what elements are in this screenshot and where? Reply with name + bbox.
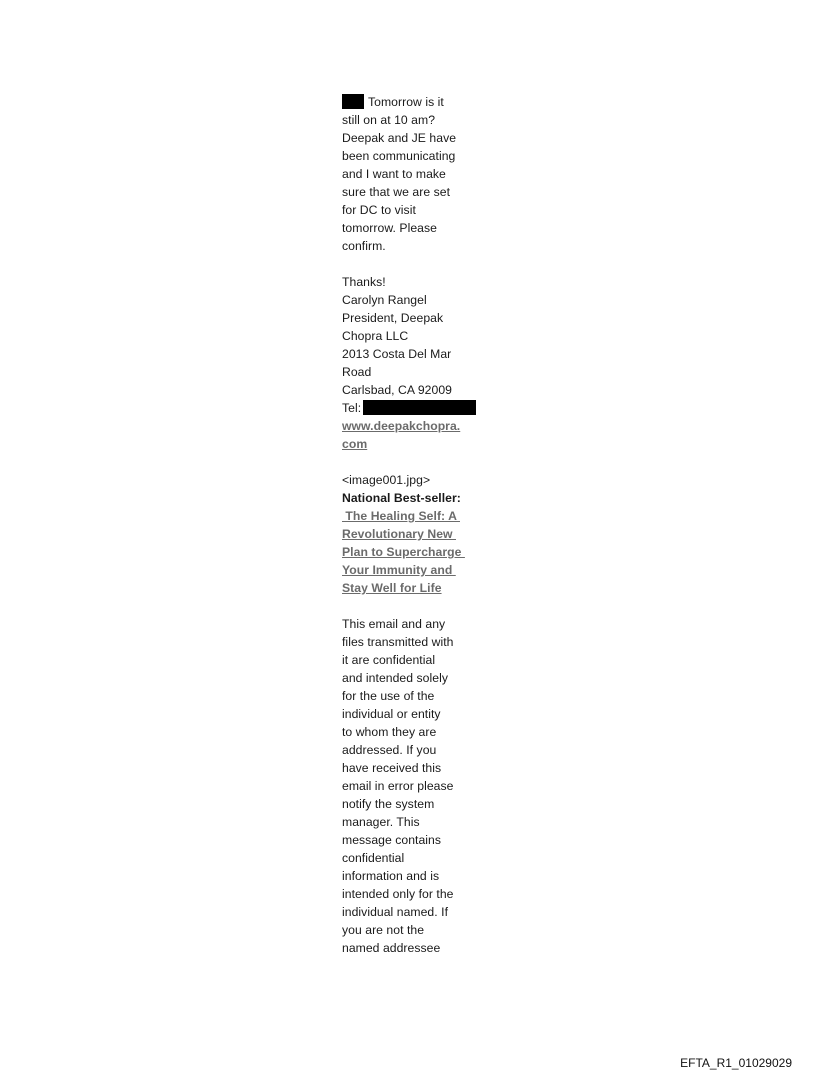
disclaimer-line: message contains [342,833,442,847]
book-title-link[interactable]: Your Immunity and [342,563,456,577]
message-line: for DC to visit [342,203,416,217]
message-line: been communicating [342,149,456,163]
disclaimer-line: This email and any [342,617,446,631]
disclaimer-line: and intended solely [342,671,448,685]
signature-tel: Tel: [342,399,478,417]
book-title-link[interactable]: Revolutionary New [342,527,456,541]
message-line: and I want to make [342,167,446,181]
redaction-block [363,400,476,415]
signature-line: Carolyn Rangel [342,293,427,307]
website-link[interactable]: www.deepakchopra. [342,419,461,433]
disclaimer-line: intended only for the [342,887,454,901]
disclaimer-line: it are confidential [342,653,436,667]
disclaimer-line: information and is [342,869,440,883]
disclaimer-line: have received this [342,761,442,775]
disclaimer-line: for the use of the [342,689,435,703]
message-line: confirm. [342,239,386,253]
disclaimer-line: addressed. If you [342,743,437,757]
disclaimer-line: named addressee [342,941,441,955]
signature-line: Carlsbad, CA 92009 [342,383,452,397]
book-title-link[interactable]: Plan to Supercharge [342,545,465,559]
bestseller-label: National Best-seller: [342,491,461,505]
message-line: sure that we are set [342,185,451,199]
disclaimer-line: files transmitted with [342,635,454,649]
disclaimer-line: to whom they are [342,725,437,739]
disclaimer-line: email in error please [342,779,454,793]
disclaimer-line: individual or entity [342,707,441,721]
disclaimer-line: you are not the [342,923,425,937]
signature-line: Chopra LLC [342,329,409,343]
book-title-link[interactable]: Stay Well for Life [342,581,442,595]
signature-line: President, Deepak [342,311,444,325]
paragraph-gap [342,255,478,273]
signature-thanks: Thanks! [342,275,386,289]
document-id: EFTA_R1_01029029 [680,1056,792,1070]
disclaimer-line: individual named. If [342,905,449,919]
redaction-block [342,94,364,109]
signature-line: 2013 Costa Del Mar [342,347,452,361]
disclaimer-line: manager. This [342,815,420,829]
image-attachment-placeholder: <image001.jpg> [342,473,431,487]
signature-line: Road [342,365,372,379]
disclaimer-line: confidential [342,851,405,865]
email-body-column [342,93,478,957]
disclaimer-line: notify the system [342,797,435,811]
paragraph-gap [342,453,478,471]
message-line: Tomorrow is it [342,93,478,111]
book-title-link[interactable]: The Healing Self: A [342,509,460,523]
message-line: tomorrow. Please [342,221,437,235]
message-line: still on at 10 am? [342,113,436,127]
paragraph-gap [342,597,478,615]
website-link[interactable]: com [342,437,368,451]
message-line: Deepak and JE have [342,131,457,145]
